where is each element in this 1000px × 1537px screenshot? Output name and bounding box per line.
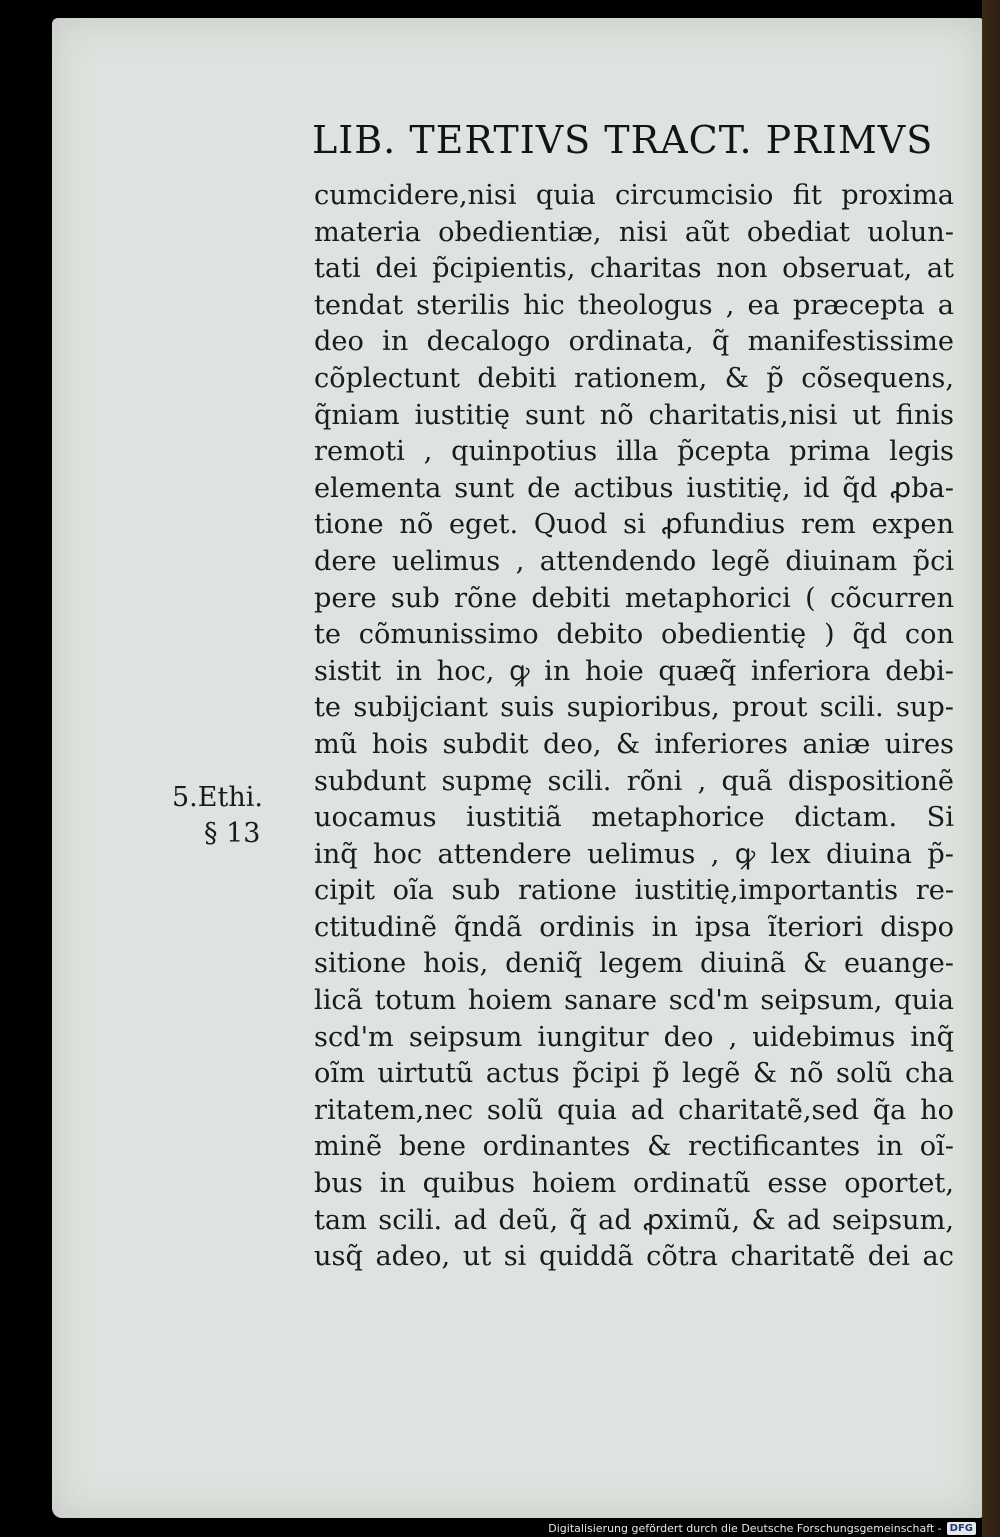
text-line: materia obedientiæ, nisi aũt obediat uolun- [314, 216, 954, 248]
margin-note-ethics: 5.Ethi. [172, 782, 263, 813]
book-spine-edge [982, 0, 1000, 1537]
text-line: inq̃ hoc attendere uelimus , ꝙ lex diuina p̃- [314, 838, 954, 870]
text-line: bus in quibus hoiem ordinatũ esse oportet, [314, 1168, 954, 1200]
text-line: oĩm uirtutũ actus p̃cipi p̃ legẽ & nõ solũ cha [314, 1058, 954, 1090]
text-line: dere uelimus , attendendo legẽ diuinam p̃ci [314, 545, 954, 577]
digitization-credit [548, 1522, 976, 1535]
text-line: ctitudinẽ q̃ndã ordinis in ipsa ĩteriori dispo [314, 911, 954, 943]
text-line: subdunt supmę scili. rõni , quã dispositionẽ [314, 765, 954, 797]
text-line: cumcidere,nisi quia circumcisio fit proxima [314, 180, 954, 211]
text-line: mũ hois subdit deo, & inferiores aniæ uires [314, 728, 954, 760]
text-line: sistit in hoc, ꝙ in hoie quæq̃ inferiora debi- [314, 655, 954, 687]
body-text [314, 178, 954, 1276]
running-header: LIB. TERTIVS TRACT. PRIMVS [312, 118, 934, 162]
text-line: tendat sterilis hic theologus , ea præcepta a [314, 289, 954, 321]
credit-text: Digitalisierung gefördert durch die Deutsche Forschungsgemeinschaft - [548, 1522, 942, 1535]
text-line: pere sub rõne debiti metaphorici ( cõcurren [314, 582, 954, 614]
text-line: tione nõ eget. Quod si ꝓfundius rem expen [314, 509, 954, 541]
text-line: tati dei p̃cipientis, charitas non obseruat, at [314, 253, 954, 285]
text-line: tam scili. ad deũ, q̃ ad ꝓximũ, & ad seipsum, [314, 1204, 954, 1236]
text-line: licã totum hoiem sanare scd'm seipsum, quia [314, 985, 954, 1017]
text-line: cipit oĩa sub ratione iustitię,importantis re- [314, 875, 954, 907]
text-line: minẽ bene ordinantes & rectificantes in oĩ- [314, 1131, 954, 1163]
text-line: te cõmunissimo debito obedientię ) q̃d con [314, 619, 954, 651]
text-line: remoti , quinpotius illa p̃cepta prima legis [314, 436, 954, 468]
text-line: te subijciant suis supioribus, prout scili. sup- [314, 692, 954, 724]
text-line: deo in decalogo ordinata, q̃ manifestissime [314, 326, 954, 358]
text-line: elementa sunt de actibus iustitię, id q̃d ꝓba- [314, 472, 954, 504]
dfg-logo: DFG [947, 1522, 976, 1535]
text-line: scd'm seipsum iungitur deo , uidebimus inq̃ [314, 1021, 954, 1053]
text-line: q̃niam iustitię sunt nõ charitatis,nisi ut finis [314, 399, 954, 431]
text-line: ritatem,nec solũ quia ad charitatẽ,sed q̃a ho [314, 1094, 954, 1126]
text-line: usq̃ adeo, ut si quiddã cõtra charitatẽ dei ac [314, 1241, 954, 1273]
text-line: cõplectunt debiti rationem, & p̃ cõsequens, [314, 362, 954, 394]
text-line: sitione hois, deniq̃ legem diuinã & euange- [314, 948, 954, 980]
margin-note-section: § 13 [204, 818, 261, 849]
text-line: uocamus iustitiã metaphorice dictam. Si [314, 802, 954, 834]
